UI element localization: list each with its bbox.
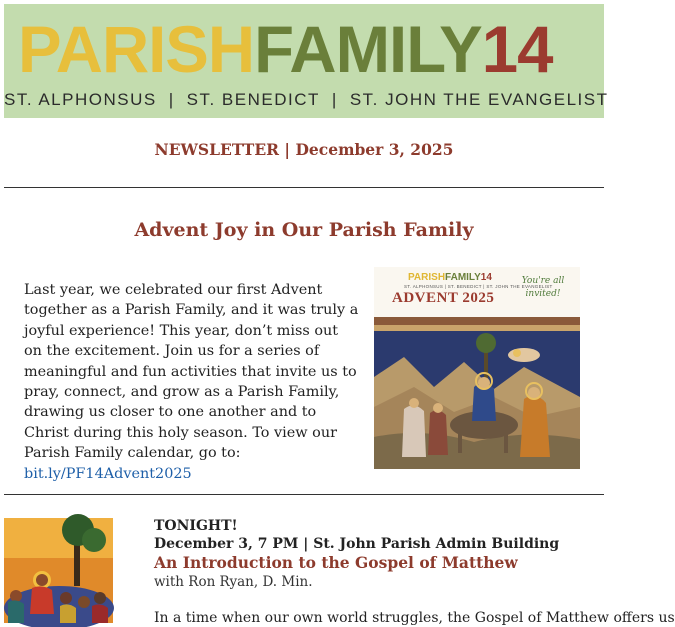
- article-headline: Advent Joy in Our Parish Family: [134, 219, 474, 241]
- masthead-title: [18, 14, 552, 84]
- event-listing: [154, 517, 675, 627]
- masthead-banner: [4, 4, 609, 118]
- divider: [4, 494, 604, 495]
- advent-card-logo-family: FAMILY: [445, 272, 481, 283]
- parish-separator: |: [331, 90, 338, 109]
- advent-card-parishes: ST. ALPHONSUS | ST. BENEDICT | ST. JOHN THE EVANGELIST: [404, 284, 553, 289]
- divider: [4, 187, 604, 188]
- event-kicker: TONIGHT!: [154, 518, 238, 534]
- article-body: [24, 280, 360, 484]
- parish-name: ST. ALPHONSUS: [4, 90, 157, 109]
- masthead-title-parish: PARISH: [18, 12, 255, 86]
- parish-name: ST. JOHN THE EVANGELIST: [349, 90, 609, 109]
- newsletter-date-line: NEWSLETTER | December 3, 2025: [154, 140, 454, 159]
- masthead-parish-list: [4, 90, 609, 110]
- event-title: An Introduction to the Gospel of Matthew: [154, 553, 518, 572]
- jesus-teaching-painting: [4, 518, 113, 623]
- article-body-text: Last year, we celebrated our first Advent together as a Parish Family, and it was truly a joyful experience! This year, don’t miss out on the excitement. Join us for a series of meaningful and fun activities that invite us to pray, connect, and grow as a Parish Family, drawing us closer to one another and to Christ during this holy season. To view our Parish Family calendar, go to:: [24, 282, 359, 462]
- calendar-link[interactable]: bit.ly/PF14Advent2025: [24, 465, 192, 482]
- advent-card-title: ADVENT 2025: [392, 290, 495, 306]
- event-description: In a time when our own world struggles, the Gospel of Matthew offers us: [154, 610, 675, 626]
- parish-separator: |: [168, 90, 175, 109]
- event-datetime-location: December 3, 7 PM | St. John Parish Admin Building: [154, 536, 560, 552]
- advent-2025-image: [374, 267, 580, 469]
- advent-card-logo: [408, 272, 492, 283]
- advent-card-invite: You're all invited!: [521, 276, 565, 299]
- parish-name: ST. BENEDICT: [186, 90, 320, 109]
- masthead-title-number: 14: [481, 12, 553, 86]
- masthead-title-family: FAMILY: [254, 12, 482, 86]
- event-presenter: with Ron Ryan, D. Min.: [154, 574, 313, 590]
- advent-card-logo-number: 14: [480, 272, 492, 283]
- advent-card-logo-parish: PARISH: [408, 272, 446, 283]
- holy-family-painting: [374, 317, 580, 469]
